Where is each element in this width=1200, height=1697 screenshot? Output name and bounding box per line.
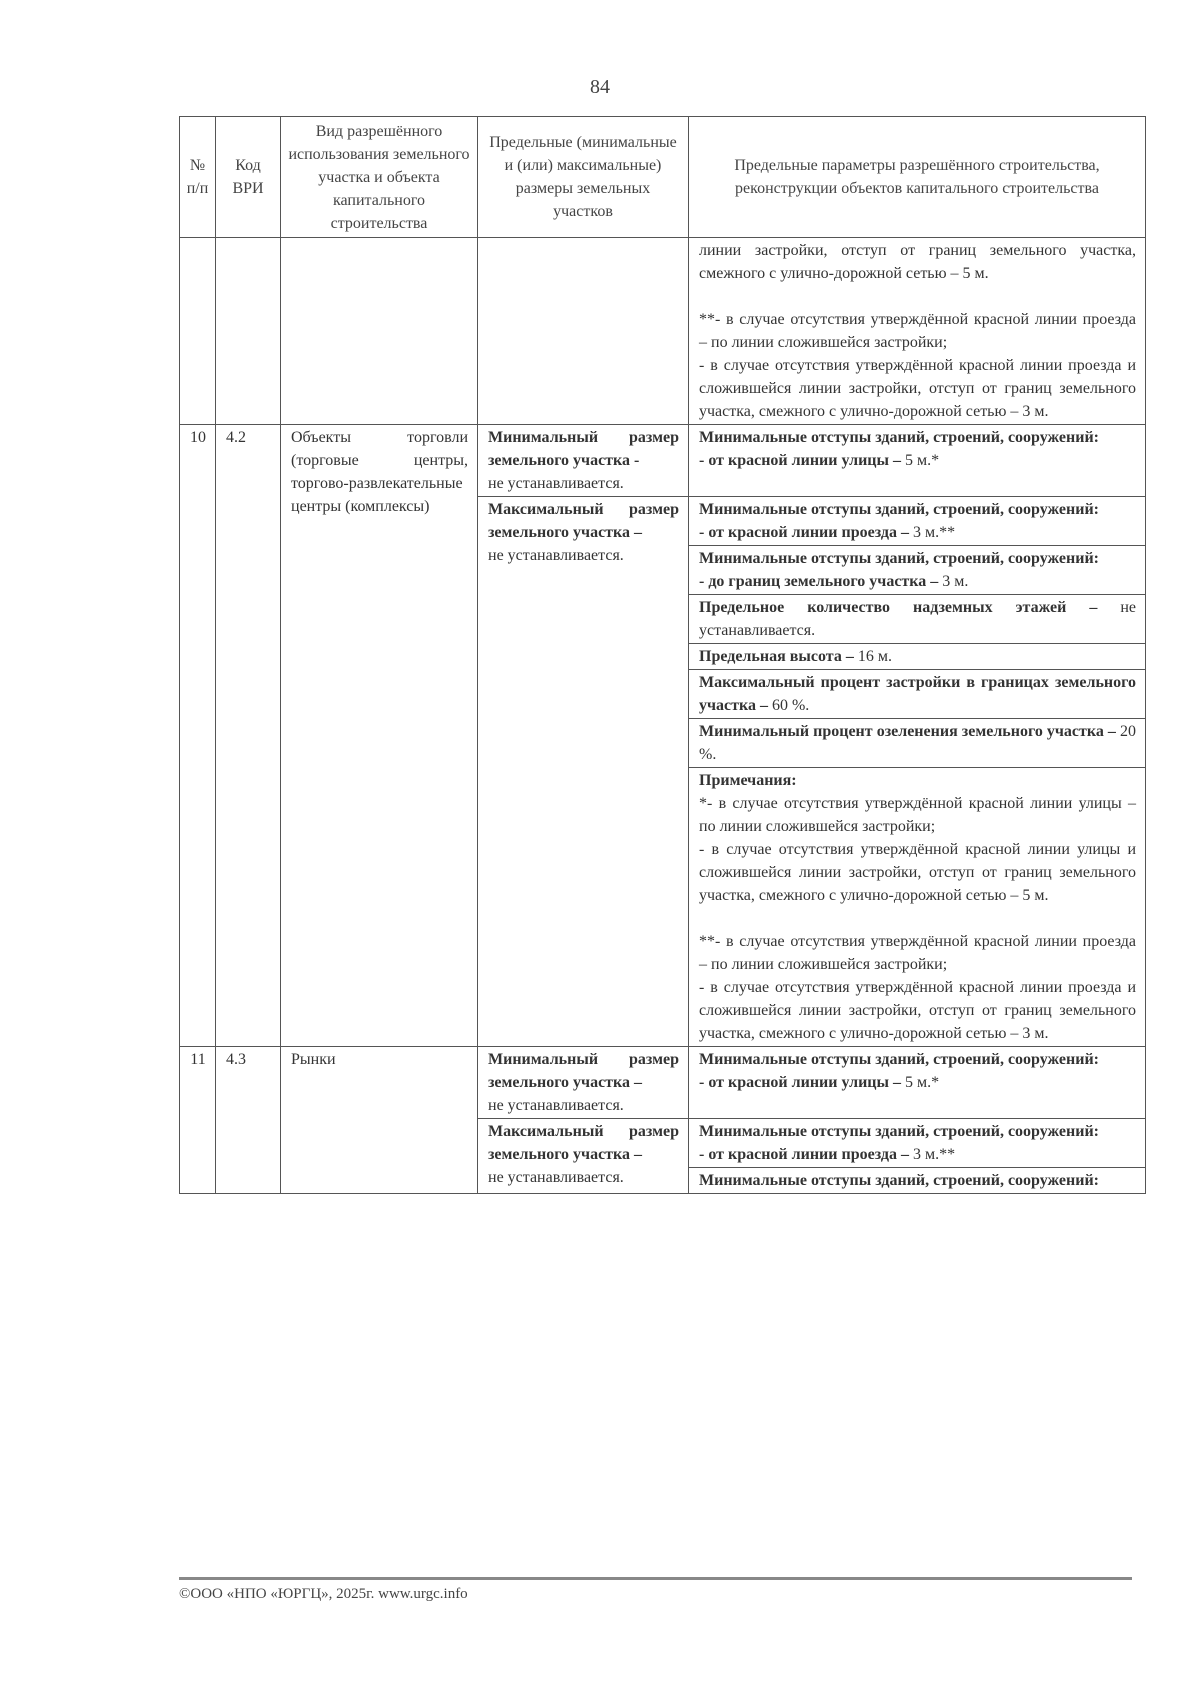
header-vri: Вид разрешённого использования земельного участка и объекта капитального строительства (281, 117, 478, 238)
row-11-param-2-label: Минимальные отступы зданий, строений, сооружений: (699, 1123, 1099, 1140)
table-header-row (180, 117, 1146, 238)
row-11-size-min-value: не устанавливается. (488, 1097, 624, 1114)
row-11-param-1-line: - от красной линии улицы – (699, 1074, 905, 1091)
row-11-code: 4.3 (216, 1047, 281, 1194)
row-10-param-1-value: 5 м.* (905, 452, 940, 469)
row-10-param-7 (689, 719, 1146, 768)
row-10-param-3 (689, 546, 1146, 595)
row-11-size-max (478, 1119, 689, 1194)
row-10-param-2-label: Минимальные отступы зданий, строений, сооружений: (699, 501, 1099, 518)
row-10-param-4 (689, 595, 1146, 644)
row-10-code: 4.2 (216, 425, 281, 1047)
table-row-continued (180, 238, 1146, 425)
row-10-note-3: **- в случае отсутствия утверждённой красной линии проезда – по линии сложившейся застройки; (699, 933, 1136, 973)
row-11-size-max-value: не устанавливается. (488, 1169, 624, 1186)
footer-copyright: ©ООО «НПО «ЮРГЦ», 2025г. www.urgc.info (179, 1586, 468, 1602)
row-10-param-7-label: Минимальный процент озеленения земельного участка – (699, 723, 1120, 740)
row-10-size-max (478, 497, 689, 1047)
row-10-param-6-value: 60 %. (771, 697, 810, 714)
row-10-param-4-label: Предельное количество надземных этажей – (699, 599, 1121, 616)
row-10-vri: Объекты торговли (торговые центры, торгово-развлекательные центры (комплексы) (281, 425, 478, 1047)
row-11-param-3 (689, 1168, 1146, 1194)
row-10-param-1-label: Минимальные отступы зданий, строений, сооружений: (699, 429, 1099, 446)
row-11-vri: Рынки (281, 1047, 478, 1194)
row-10-size-min (478, 425, 689, 497)
row-10-param-7-value: 20 %. (699, 723, 1136, 763)
row-10-param-1 (689, 425, 1146, 497)
row-10-param-3-value: 3 м. (942, 573, 969, 590)
row-10-param-3-label: Минимальные отступы зданий, строений, сооружений: (699, 550, 1099, 567)
row-11-param-1-label: Минимальные отступы зданий, строений, сооружений: (699, 1051, 1099, 1068)
row-11-param-2-line: - от красной линии проезда – (699, 1146, 913, 1163)
row-10-param-1-line: - от красной линии улицы – (699, 452, 905, 469)
row-10-param-5-value: 16 м. (857, 648, 892, 665)
row-11-size-max-label: Максимальный размер земельного участка – (488, 1123, 679, 1163)
row-10-param-5-label: Предельная высота – (699, 648, 858, 665)
row-10-size-max-label: Максимальный размер земельного участка – (488, 501, 679, 541)
row-10-note-4: - в случае отсутствия утверждённой красной линии проезда и сложившейся линии застройки, отступ от границ земельного участка, смежного с улично-дорожной сетью – 3 м. (699, 979, 1136, 1042)
page-number: 84 (590, 76, 610, 98)
row-10-note-2: - в случае отсутствия утверждённой красной линии улицы и сложившейся линии застройки, отступ от границ земельного участка, смежного с улично-дорожной сетью – 5 м. (699, 841, 1136, 904)
footer-divider (179, 1577, 1132, 1580)
regulations-table (179, 116, 1146, 1194)
row-11-param-3-label: Минимальные отступы зданий, строений, сооружений: (699, 1172, 1099, 1189)
row-10-param-6 (689, 670, 1146, 719)
header-code: Код ВРИ (216, 117, 281, 238)
header-params: Предельные параметры разрешённого строительства, реконструкции объектов капитального строительства (689, 117, 1146, 238)
row-11-size-min (478, 1047, 689, 1119)
row-10-param-2-line: - от красной линии проезда – (699, 524, 913, 541)
row-10-size-max-value: не устанавливается. (488, 547, 624, 564)
header-size: Предельные (минимальные и (или) максимальные) размеры земельных участков (478, 117, 689, 238)
row-10-size-min-label: Минимальный размер земельного участка - (488, 429, 679, 469)
cont-paragraph-3: - в случае отсутствия утверждённой красной линии проезда и сложившейся линии застройки, отступ от границ земельного участка, смежного с улично-дорожной сетью – 3 м. (699, 357, 1136, 420)
row-10-size-min-value: не устанавливается. (488, 475, 624, 492)
table-row-10 (180, 425, 1146, 497)
continued-params-cell (689, 238, 1146, 425)
row-10-param-5 (689, 644, 1146, 670)
row-11-size-min-label: Минимальный размер земельного участка – (488, 1051, 679, 1091)
row-10-param-2-value: 3 м.** (912, 524, 956, 541)
row-10-param-3-line: - до границ земельного участка – (699, 573, 943, 590)
row-10-param-2 (689, 497, 1146, 546)
row-10-number: 10 (180, 425, 216, 1047)
cont-paragraph-2: **- в случае отсутствия утверждённой красной линии проезда – по линии сложившейся застройки; (699, 311, 1136, 351)
row-10-param-6-label: Максимальный процент застройки в границах земельного участка – (699, 674, 1136, 714)
row-10-param-4-value: не устанавливается. (699, 599, 1136, 639)
header-num: № п/п (180, 117, 216, 238)
row-10-notes-title: Примечания: (699, 772, 797, 789)
table-row-11 (180, 1047, 1146, 1119)
cont-paragraph-1: линии застройки, отступ от границ земельного участка, смежного с улично-дорожной сетью – 5 м. (699, 242, 1136, 282)
row-10-notes (689, 768, 1146, 1047)
row-11-number: 11 (180, 1047, 216, 1194)
row-10-note-1: *- в случае отсутствия утверждённой красной линии улицы – по линии сложившейся застройки; (699, 795, 1136, 835)
row-11-param-2-value: 3 м.** (912, 1146, 956, 1163)
row-11-param-2 (689, 1119, 1146, 1168)
row-11-param-1-value: 5 м.* (905, 1074, 940, 1091)
row-11-param-1 (689, 1047, 1146, 1119)
